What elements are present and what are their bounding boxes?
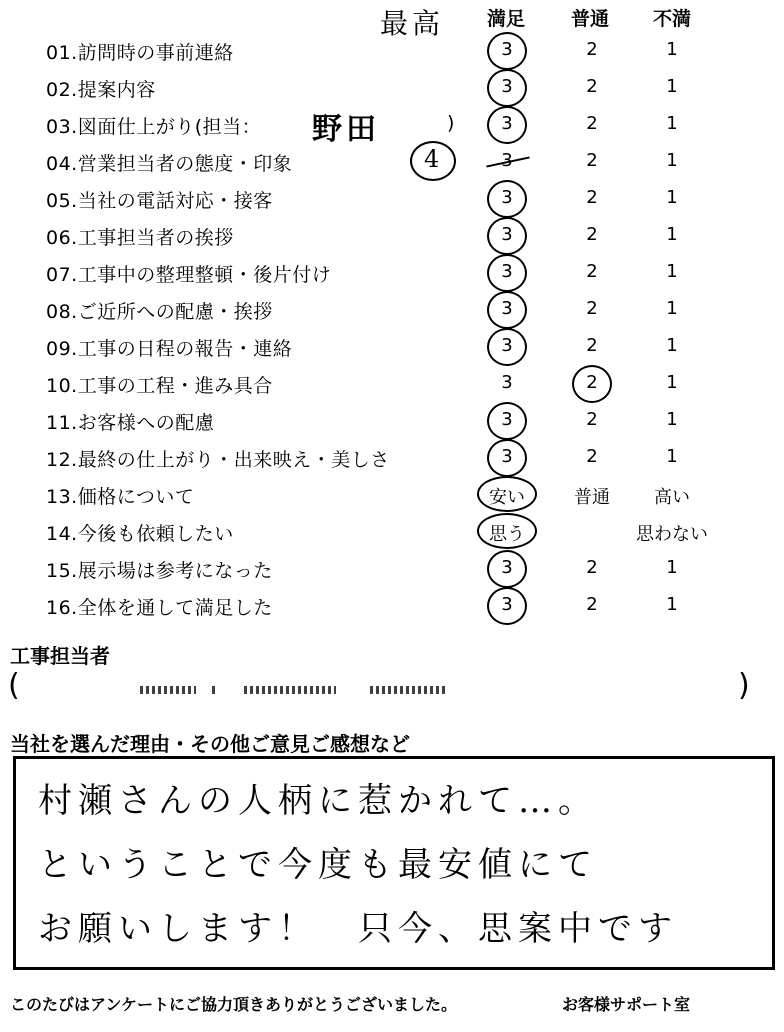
question-label: 11.お客様への配慮 [46, 412, 215, 434]
answer-option[interactable]: 3 [501, 76, 513, 97]
question-label: 05.当社の電話対応・接客 [46, 190, 273, 212]
answer-option[interactable]: 1 [666, 446, 678, 467]
question-label: 04.営業担当者の態度・印象 [46, 153, 293, 175]
footer-thanks: このたびはアンケートにご協力頂きありがとうございました。 [10, 995, 458, 1014]
answer-option[interactable]: 2 [586, 76, 598, 97]
comment-line: 村瀬さんの人柄に惹かれて…。 [38, 781, 598, 821]
answer-option[interactable]: 2 [586, 113, 598, 134]
answer-option[interactable]: 思わない [636, 524, 708, 545]
comment-line: お願いします！ 只今、思案中です [38, 909, 678, 949]
question-label: 01.訪問時の事前連絡 [46, 42, 234, 64]
answer-option[interactable]: 3 [501, 372, 513, 393]
answer-option[interactable]: 1 [666, 594, 678, 615]
selected-answer-circle [487, 254, 527, 292]
selected-answer-circle [477, 476, 537, 512]
redacted-name-mark [212, 686, 218, 694]
answer-option[interactable]: 安い [489, 487, 525, 508]
answer-option[interactable]: 1 [666, 261, 678, 282]
redacted-name-mark [244, 686, 336, 694]
construction-close-paren: ) [738, 668, 750, 703]
answer-option[interactable]: 3 [501, 298, 513, 319]
answer-option[interactable]: 1 [666, 335, 678, 356]
selected-answer-circle [487, 550, 527, 588]
footer-dept: お客様サポート室 [562, 995, 691, 1014]
answer-option[interactable]: 1 [666, 224, 678, 245]
selected-answer-circle [487, 587, 527, 625]
answer-option[interactable]: 2 [586, 409, 598, 430]
selected-answer-circle [487, 439, 527, 477]
selected-answer-circle [487, 106, 527, 144]
answer-option[interactable]: 3 [501, 594, 513, 615]
construction-staff-title: 工事担当者 [10, 644, 110, 668]
answer-option[interactable]: 2 [586, 298, 598, 319]
answer-option[interactable]: 3 [501, 261, 513, 282]
redacted-name-mark [140, 686, 196, 694]
answer-option[interactable]: 1 [666, 76, 678, 97]
answer-option[interactable]: 3 [501, 39, 513, 60]
q3-close-paren: ) [447, 112, 455, 134]
answer-option[interactable]: 2 [586, 372, 598, 393]
question-label: 03.図面仕上がり(担当： [46, 116, 262, 138]
answer-option[interactable]: 2 [586, 224, 598, 245]
selected-answer-circle [487, 291, 527, 329]
answer-option[interactable]: 高い [654, 487, 690, 508]
comments-box [13, 756, 775, 970]
answer-option[interactable]: 3 [501, 446, 513, 467]
question-label: 16.全体を通して満足した [46, 597, 273, 619]
q3-handwritten-name: 野田 [312, 112, 380, 147]
question-label: 15.展示場は参考になった [46, 560, 273, 582]
answer-option[interactable]: 2 [586, 187, 598, 208]
answer-option[interactable]: 1 [666, 298, 678, 319]
selected-answer-circle [487, 328, 527, 366]
answer-option[interactable]: 2 [586, 39, 598, 60]
col-dissatisfied-header: 不満 [653, 8, 692, 30]
selected-answer-circle [572, 365, 612, 403]
answer-option[interactable]: 3 [501, 113, 513, 134]
col-satisfied-header: 満足 [487, 8, 526, 30]
answer-option[interactable]: 1 [666, 409, 678, 430]
redacted-name-mark [370, 686, 446, 694]
comments-title: 当社を選んだ理由・その他ご意見ご感想など [10, 732, 410, 756]
question-label: 02.提案内容 [46, 79, 156, 101]
answer-option[interactable]: 2 [586, 150, 598, 171]
selected-answer-circle [487, 180, 527, 218]
answer-option[interactable]: 1 [666, 113, 678, 134]
best-label: 最高 [380, 7, 445, 40]
question-label: 12.最終の仕上がり・出来映え・美しさ [46, 449, 390, 471]
question-label: 09.工事の日程の報告・連絡 [46, 338, 293, 360]
col-normal-header: 普通 [571, 8, 610, 30]
selected-answer-circle [487, 402, 527, 440]
answer-option[interactable]: 2 [586, 446, 598, 467]
selected-answer-circle [487, 217, 527, 255]
selected-answer-circle [487, 32, 527, 70]
answer-option[interactable]: 3 [501, 557, 513, 578]
extra-rating-value: 4 [424, 145, 440, 173]
answer-option[interactable]: 1 [666, 372, 678, 393]
answer-option[interactable]: 2 [586, 335, 598, 356]
answer-option[interactable]: 普通 [574, 487, 610, 508]
answer-option[interactable]: 2 [586, 261, 598, 282]
answer-option[interactable]: 1 [666, 39, 678, 60]
answer-option[interactable]: 1 [666, 557, 678, 578]
answer-option[interactable]: 3 [501, 224, 513, 245]
answer-option[interactable]: 3 [501, 150, 513, 171]
question-label: 13.価格について [46, 486, 195, 508]
comment-line: ということで今度も最安値にて [38, 845, 598, 885]
answer-option[interactable]: 3 [501, 409, 513, 430]
answer-option[interactable]: 1 [666, 187, 678, 208]
question-label: 14.今後も依頼したい [46, 523, 234, 545]
question-label: 08.ご近所への配慮・挨拶 [46, 301, 273, 323]
answer-option[interactable]: 3 [501, 335, 513, 356]
answer-option[interactable]: 2 [586, 594, 598, 615]
question-label: 10.工事の工程・進み具合 [46, 375, 273, 397]
selected-answer-circle [477, 513, 537, 549]
answer-option[interactable]: 1 [666, 150, 678, 171]
answer-option[interactable]: 思う [489, 524, 525, 545]
question-label: 07.工事中の整理整頓・後片付け [46, 264, 332, 286]
selected-answer-circle [487, 69, 527, 107]
answer-option[interactable]: 3 [501, 187, 513, 208]
question-label: 06.工事担当者の挨拶 [46, 227, 234, 249]
construction-open-paren: ( [8, 668, 20, 703]
answer-option[interactable]: 2 [586, 557, 598, 578]
